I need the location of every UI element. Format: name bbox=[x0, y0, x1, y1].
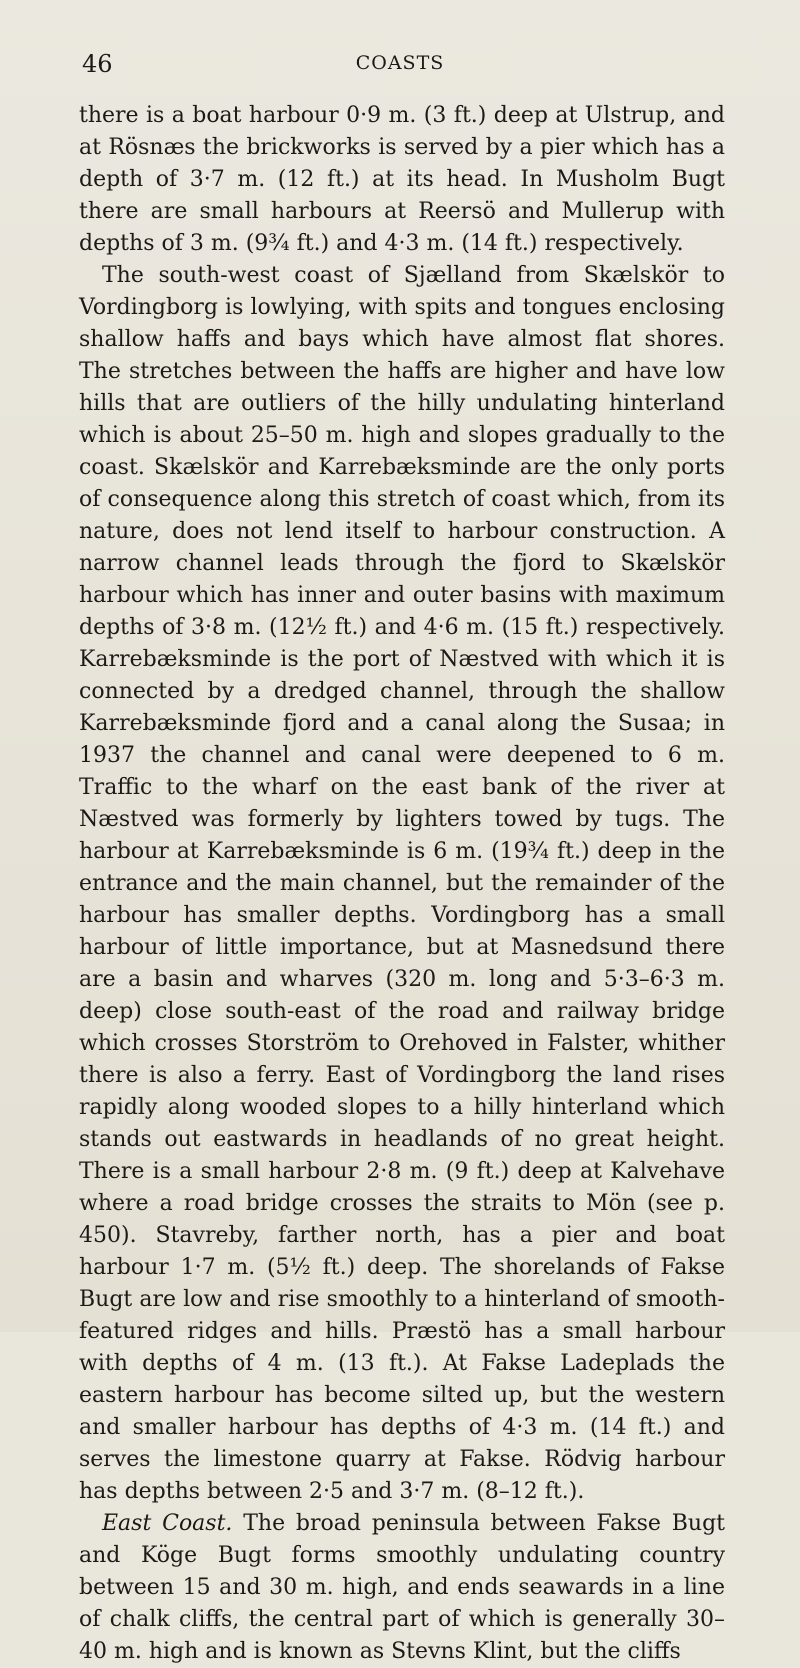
paragraph-text: The broad peninsula between Fakse Bugt and Köge Bugt forms smoothly undulating country between 15 and 30 m. high, and ends seawards in a line of chalk cliffs, the central part of which is generally 30–40 m. high and is known as Stevns Klint, but the cliffs bbox=[79, 1511, 725, 1664]
paragraph-south-west-coast bbox=[79, 260, 725, 1508]
section-lead-east-coast: East Coast. bbox=[102, 1511, 233, 1536]
page-body bbox=[79, 100, 725, 1668]
page-header bbox=[78, 50, 722, 90]
paragraph-text: there is a boat harbour 0·9 m. (3 ft.) deep at Ulstrup, and at Rösnæs the brickworks is served by a pier which has a depth of 3·7 m. (12 ft.) at its head. In Musholm Bugt there are small harbours at Reersö and Mullerup with depths of 3 m. (9¾ ft.) and 4·3 m. (14 ft.) respectively. bbox=[79, 103, 725, 256]
paragraph-text: The south-west coast of Sjælland from Skælskör to Vordingborg is lowlying, with spits and tongues enclosing shallow haffs and bays which have almost flat shores. The stretches between the haffs are higher and have low hills that are outliers of the hilly undulating hinterland which is about 25–50 m. high and slopes gradually to the coast. Skælskör and Karrebæksminde are the only ports of consequence along this stretch of coast which, from its nature, does not lend itself to harbour construction. A narrow channel leads through the fjord to Skælskör harbour which has inner and outer basins with maximum depths of 3·8 m. (12½ ft.) and 4·6 m. (15 ft.) respectively. Karrebæksminde is the port of Næstved with which it is connected by a dredged channel, through the shallow Karrebæksminde fjord and a canal along the Susaa; in 1937 the channel and canal were deepened to 6 m. Traffic to the wharf on the east bank of the river at Næstved was formerly by lighters towed by tugs. The harbour at Karrebæksminde is 6 m. (19¾ ft.) deep in the entrance and the main channel, but the remainder of the harbour has smaller depths. Vordingborg has a small harbour of little importance, but at Masnedsund there are a basin and wharves (320 m. long and 5·3–6·3 m. deep) close south-east of the road and railway bridge which crosses Storström to Orehoved in Falster, whither there is also a ferry. East of Vordingborg the land rises rapidly along wooded slopes to a hilly hinterland which stands out eastwards in headlands of no great height. There is a small harbour 2·8 m. (9 ft.) deep at Kalvehave where a road bridge crosses the straits to Mön (see p. 450). Stavreby, farther north, has a pier and boat harbour 1·7 m. (5½ ft.) deep. The shorelands of Fakse Bugt are low and rise smoothly to a hinterland of smooth-featured ridges and hills. Præstö has a small harbour with depths of 4 m. (13 ft.). At Fakse Ladeplads the eastern harbour has become silted up, but the western and smaller harbour has depths of 4·3 m. (14 ft.) and serves the limestone quarry at Fakse. Rödvig harbour has depths between 2·5 and 3·7 m. (8–12 ft.). bbox=[79, 263, 725, 1504]
paragraph-east-coast bbox=[79, 1508, 725, 1668]
running-title: COASTS bbox=[355, 52, 445, 74]
page-number: 46 bbox=[82, 50, 113, 78]
paragraph-continuation bbox=[79, 100, 725, 260]
